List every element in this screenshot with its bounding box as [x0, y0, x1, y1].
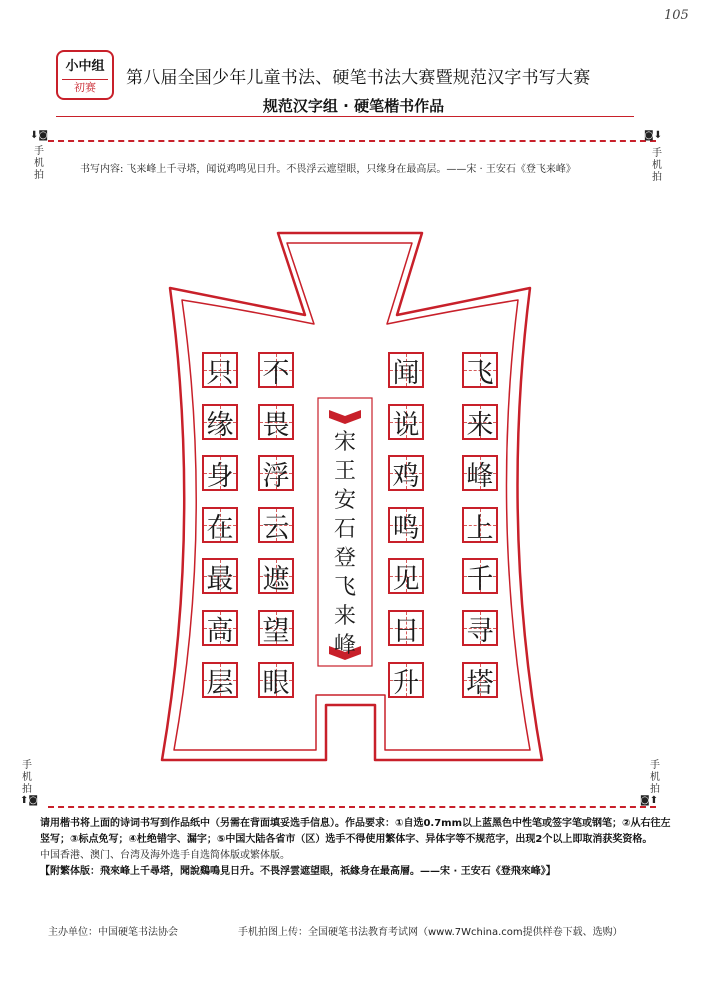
character-glyph: 说: [392, 409, 420, 441]
character-glyph: 身: [206, 460, 234, 492]
character-glyph: 在: [206, 512, 234, 544]
character-glyph: 云: [262, 512, 290, 544]
character-glyph: 峰: [466, 460, 494, 492]
character-cell: [202, 352, 238, 388]
bottom-cut-line: [48, 806, 656, 808]
character-cell: [388, 558, 424, 594]
instructions-traditional: 【附繁体版：飛來峰上千尋塔，聞說鷄鳴見日升。不畏浮雲遮望眼，祇緣身在最高層。——宋 · 王安石《登飛來峰》】: [40, 866, 556, 877]
writing-content-label: 书写内容:: [80, 164, 124, 175]
instructions-main: 请用楷书将上面的诗词书写到作品纸中（另需在背面填妥选手信息）。作品要求：①自选0.7mm以上蓝黑色中性笔或签字笔或钢笔；②从右往左竖写；③标点免写；④杜绝错字、漏字；⑤中国大陆各省市（区）选手不得使用繁体字、异体字等不规范字，出现2个以上即取消获奖资格。: [40, 818, 671, 845]
camera-label-bottom-left: 手机拍: [22, 760, 32, 795]
signature-char: 来: [333, 604, 356, 629]
character-glyph: 望: [262, 615, 290, 647]
character-glyph: 升: [392, 667, 420, 699]
camera-icon: ⬇◙: [30, 130, 49, 141]
character-cell: [462, 507, 498, 543]
camera-label-bottom-right: 手机拍: [650, 760, 660, 795]
signature-char: 安: [333, 488, 356, 513]
signature-char: 峰: [333, 633, 356, 658]
character-glyph: 只: [206, 357, 234, 389]
center-signature: [328, 428, 362, 660]
badge-round: 初赛: [74, 81, 96, 94]
page-title: 第八届全国少年儿童书法、硬笔书法大赛暨规范汉字书写大赛: [126, 68, 591, 88]
character-cell: [462, 404, 498, 440]
character-glyph: 最: [206, 563, 234, 595]
writing-content-text: 飞来峰上千寻塔，闻说鸡鸣见日升。不畏浮云遮望眼，只缘身在最高层。——宋 · 王安石《登飞来峰》: [126, 164, 576, 175]
signature-char: 宋: [333, 430, 356, 455]
character-cell: [462, 610, 498, 646]
page-subtitle: 规范汉字组 · 硬笔楷书作品: [262, 97, 445, 115]
signature-char: 王: [333, 459, 356, 484]
page-number: 105: [664, 8, 689, 23]
character-cell: [258, 404, 294, 440]
character-glyph: 鸣: [392, 512, 420, 544]
character-cell: [202, 610, 238, 646]
badge-group: 小中组: [65, 59, 105, 74]
ornament-top: [329, 410, 361, 424]
character-cell: [258, 352, 294, 388]
character-glyph: 闻: [392, 357, 420, 389]
character-cell: [258, 455, 294, 491]
character-glyph: 浮: [262, 460, 290, 492]
character-glyph: 千: [466, 563, 494, 595]
character-glyph: 见: [392, 563, 420, 595]
character-glyph: 飞: [466, 357, 494, 389]
character-cell: [462, 455, 498, 491]
character-glyph: 缘: [206, 409, 234, 441]
instructions-hk: 中国香港、澳门、台湾及海外选手自选简体版或繁体版。: [40, 850, 290, 861]
character-cell: [258, 507, 294, 543]
character-cell: [258, 610, 294, 646]
character-glyph: 来: [466, 409, 494, 441]
character-cell: [202, 507, 238, 543]
camera-label-top-left: 手机拍: [34, 146, 44, 181]
footer-organizer: 主办单位：中国硬笔书法协会: [48, 927, 178, 938]
character-glyph: 日: [392, 615, 420, 647]
character-cell: [202, 455, 238, 491]
footer-upload: 手机拍图上传：全国硬笔书法教育考试网（www.7Wchina.com提供样卷下载、选购）: [238, 927, 623, 938]
character-cell: [462, 558, 498, 594]
instructions: [40, 816, 672, 880]
character-glyph: 不: [262, 357, 290, 389]
camera-label-top-right: 手机拍: [652, 148, 662, 183]
camera-icon: ⬆◙: [20, 795, 39, 806]
character-cell: [388, 662, 424, 698]
character-glyph: 鸡: [392, 460, 420, 492]
character-glyph: 高: [206, 615, 234, 647]
character-glyph: 遮: [262, 563, 290, 595]
camera-icon: ◙⬇: [644, 130, 663, 141]
character-cell: [202, 558, 238, 594]
character-glyph: 塔: [466, 667, 494, 699]
character-cell: [388, 455, 424, 491]
signature-char: 飞: [333, 575, 356, 600]
character-glyph: 上: [466, 512, 494, 544]
character-cell: [388, 610, 424, 646]
character-glyph: 寻: [466, 615, 494, 647]
character-cell: [202, 662, 238, 698]
character-cell: [258, 558, 294, 594]
character-cell: [388, 507, 424, 543]
camera-icon: ◙⬆: [640, 795, 659, 806]
character-glyph: 层: [206, 667, 234, 699]
signature-char: 石: [333, 517, 356, 542]
character-cell: [462, 662, 498, 698]
signature-char: 登: [333, 546, 356, 571]
character-cell: [462, 352, 498, 388]
character-cell: [388, 404, 424, 440]
character-cell: [202, 404, 238, 440]
character-cell: [258, 662, 294, 698]
character-cell: [388, 352, 424, 388]
character-glyph: 眼: [262, 667, 290, 699]
character-glyph: 畏: [262, 409, 290, 441]
